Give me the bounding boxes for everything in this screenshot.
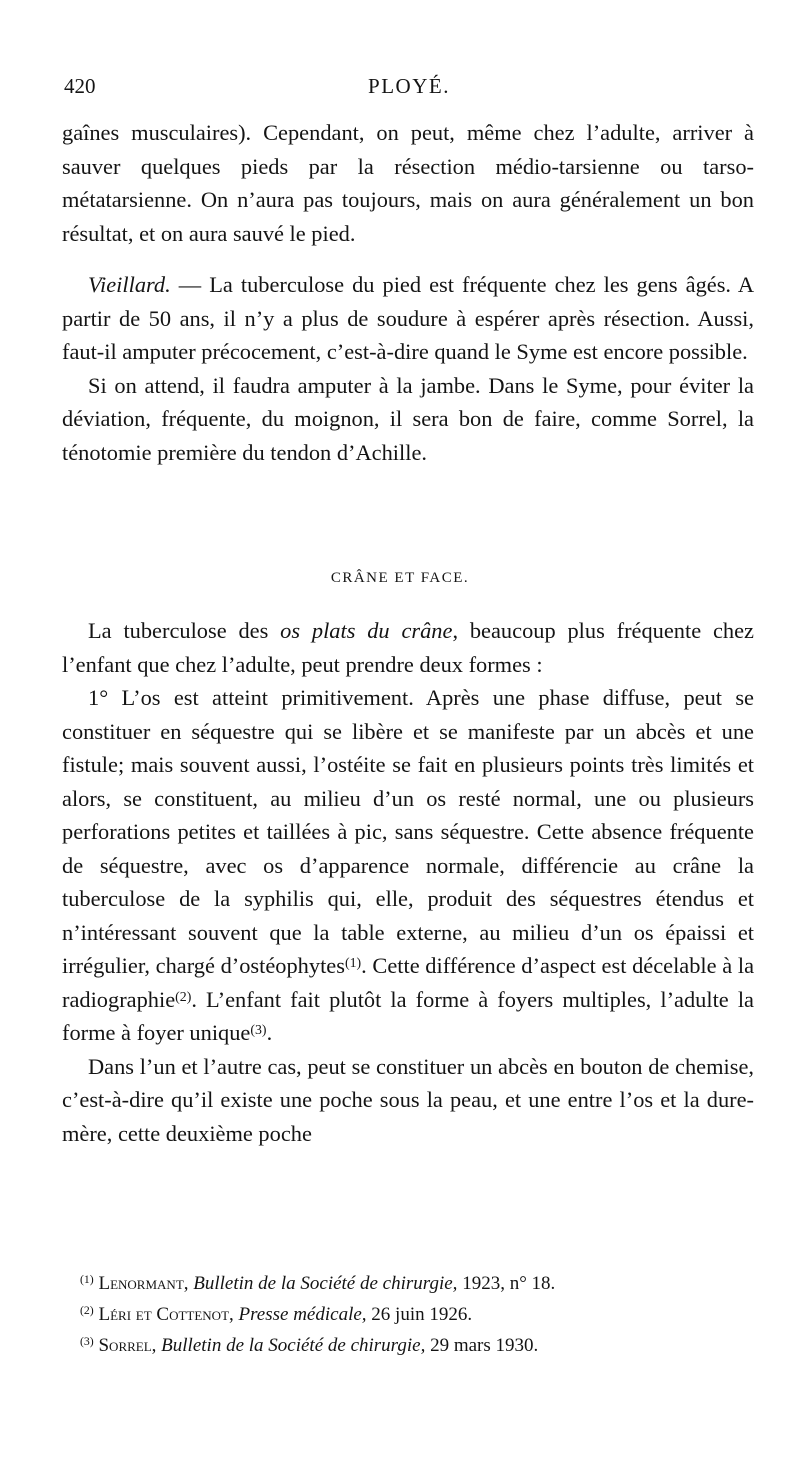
footnote-marker: (2) <box>80 1304 94 1317</box>
text-block-bottom <box>62 614 754 1150</box>
text-run: . Cette différence d’aspect est décelable à la radiographie <box>62 953 755 1012</box>
text-block-top <box>62 116 754 469</box>
text-run: . L’enfant fait plutôt la forme à foyers multiples, l’adulte la forme à foyer unique <box>62 986 754 1045</box>
text-run: , beaucoup plus fréquente chez l’enfant que chez l’adulte, peut prendre deux formes : <box>62 618 754 677</box>
paragraph-form-1 <box>62 681 754 1050</box>
page-number: 420 <box>64 74 96 98</box>
paragraph-vieillard <box>62 268 754 369</box>
footnotes <box>80 1268 760 1361</box>
text-run: La tuberculose des <box>88 618 281 643</box>
text-run: . <box>266 1020 273 1045</box>
footnote <box>80 1268 760 1299</box>
footnote-ref: (2) <box>175 989 192 1005</box>
footnote-details: 1923, n° 18. <box>457 1273 556 1294</box>
paragraph-syme: Si on attend, il faudra amputer à la jambe. Dans le Syme, pour éviter la déviation, fréquente, du moignon, il sera bon de faire, comme Sorrel, la ténotomie première du tendon d’Achille. <box>62 372 754 465</box>
paragraph-text: — La tuberculose du pied est fréquente chez les gens âgés. A partir de 50 ans, il n’y a plus de soudure à espérer après résection. Aussi, faut-il amputer précocement, c’est-à-dire quand le Syme est encore possible. <box>62 272 754 364</box>
paragraph-abces: Dans l’un et l’autre cas, peut se constituer un abcès en bouton de chemise, c’est-à-dire qu’il existe une poche sous la peau, et une entre l’os et la dure-mère, cette deuxième poche <box>62 1053 754 1146</box>
footnote-author: Léri et Cottenot, <box>98 1304 234 1325</box>
footnote-marker: (3) <box>80 1335 94 1348</box>
page-header <box>64 74 754 108</box>
footnote-title: Presse médicale, <box>238 1304 367 1325</box>
paragraph-continuation: gaînes musculaires). Cependant, on peut, même chez l’adulte, arriver à sauver quelques pieds par la résection médio-tarsienne ou tarso-métatarsienne. On n’aura pas toujours, mais on aura généralement un bon résultat, et on aura sauvé le pied. <box>62 120 754 246</box>
footnote <box>80 1299 760 1330</box>
footnote <box>80 1330 760 1361</box>
footnote-author: Sorrel, <box>98 1335 157 1356</box>
footnote-details: 26 juin 1926. <box>366 1304 473 1325</box>
footnote-ref: (3) <box>250 1023 267 1038</box>
paragraph-intro <box>62 614 754 681</box>
section-heading: CRÂNE ET FACE. <box>330 570 470 586</box>
paragraph-lead: Vieillard. <box>88 272 171 297</box>
footnote-details: 29 mars 1930. <box>425 1335 539 1356</box>
footnote-title: Bulletin de la Société de chirurgie, <box>193 1273 458 1294</box>
footnote-ref: (1) <box>344 956 362 971</box>
text-run: 1° L’os est atteint primitivement. Après une phase diffuse, peut se constituer en séquestre qui se libère et se manifeste par un abcès et une fistule; mais souvent aussi, l’ostéite se fait en plusieurs points très limités et alors, se constituent, au milieu d’un os resté normal, une ou plusieurs perforations petites et taillées à pic, sans séquestre. Cette absence fréquente de séquestre, avec os d’apparence normale, différencie au crâne la tuberculose de la syphilis qui, elle, produit des séquestres étendus et n’intéressant souvent que la table externe, au milieu d’un os épaissi et irrégulier, chargé d’ostéophytes <box>62 685 754 978</box>
emphasis-term: os plats du crâne <box>280 618 453 643</box>
footnote-marker: (1) <box>80 1273 94 1286</box>
footnote-title: Bulletin de la Société de chirurgie, <box>161 1335 426 1356</box>
footnote-author: Lenormant, <box>98 1273 189 1294</box>
running-title: PLOYÉ. <box>368 74 450 98</box>
